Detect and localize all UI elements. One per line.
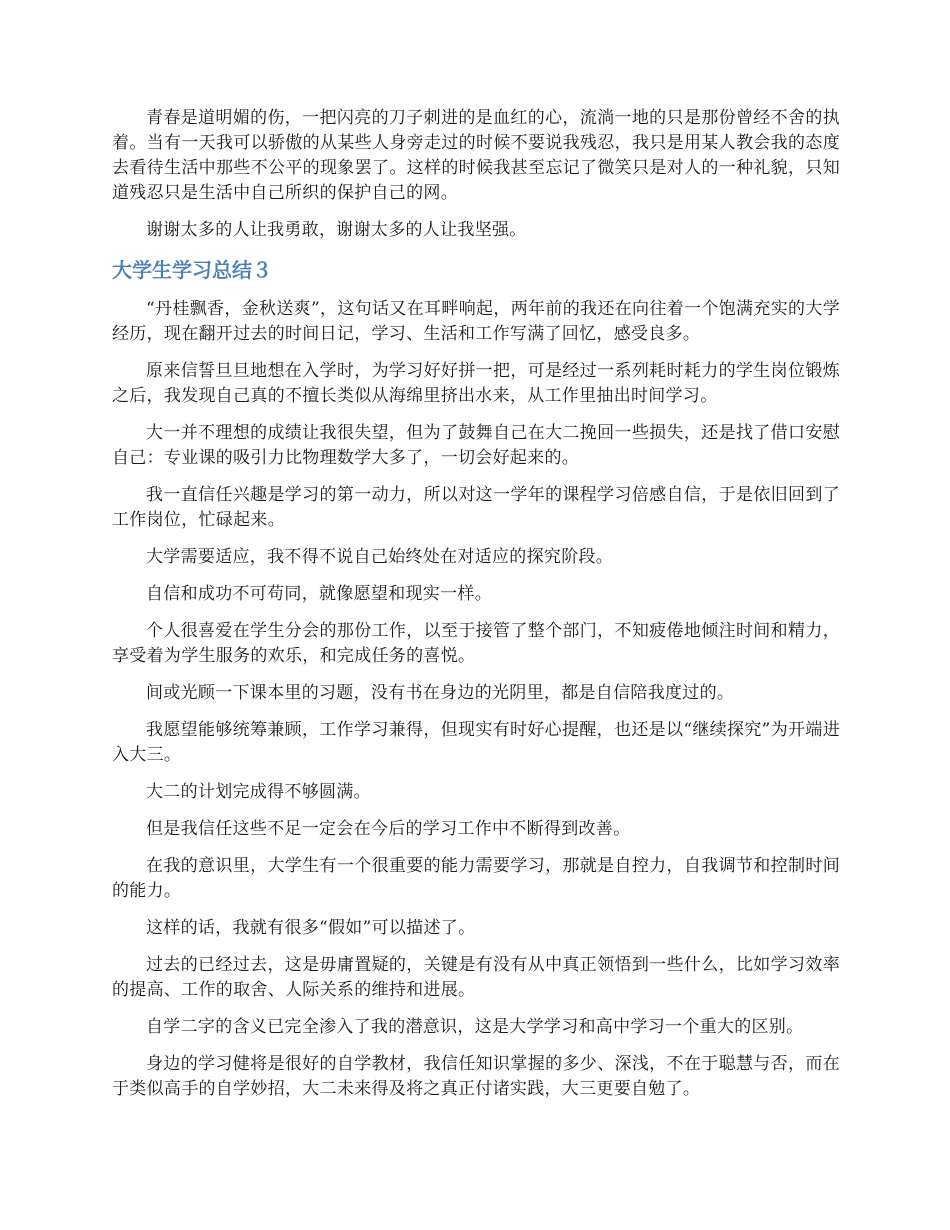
paragraph: 原来信誓旦旦地想在入学时，为学习好好拼一把，可是经过一系列耗时耗力的学生岗位锻炼之后，我发现自己真的不擅长类似从海绵里挤出水来，从工作里抽出时间学习。 — [112, 361, 840, 406]
paragraph: 个人很喜爱在学生分会的那份工作，以至于接管了整个部门，不知疲倦地倾注时间和精力，享受着为学生服务的欢乐，和完成任务的喜悦。 — [112, 621, 840, 666]
paragraph: 谢谢太多的人让我勇敢，谢谢太多的人让我坚强。 — [146, 220, 527, 240]
paragraph: 大学需要适应，我不得不说自己始终处在对适应的探究阶段。 — [146, 547, 614, 567]
section-heading: 大学生学习总结３ — [112, 258, 272, 282]
paragraph: 自信和成功不可苟同，就像愿望和现实一样。 — [146, 584, 492, 604]
document-page — [112, 106, 840, 1114]
paragraph: 间或光顾一下课本里的习题，没有书在身边的光阴里，都是自信陪我度过的。 — [146, 683, 735, 703]
paragraph: 这样的话，我就有很多“假如”可以描述了。 — [146, 918, 476, 938]
paragraph: 过去的已经过去，这是毋庸置疑的，关键是有没有从中真正领悟到一些什么，比如学习效率的提高、工作的取舍、人际关系的维持和进展。 — [112, 955, 840, 1000]
paragraph: 在我的意识里，大学生有一个很重要的能力需要学习，那就是自控力，自我调节和控制时间的能力。 — [112, 856, 840, 901]
paragraph: 但是我信任这些不足一定会在今后的学习工作中不断得到改善。 — [146, 819, 631, 839]
paragraph: 自学二字的含义已完全渗入了我的潜意识，这是大学学习和高中学习一个重大的区别。 — [146, 1017, 804, 1037]
paragraph: 我一直信任兴趣是学习的第一动力，所以对这一学年的课程学习倍感自信，于是依旧回到了工作岗位，忙碌起来。 — [112, 485, 840, 530]
paragraph: 青春是道明媚的伤，一把闪亮的刀子刺进的是血红的心，流淌一地的只是那份曾经不舍的执着。当有一天我可以骄傲的从某些人身旁走过的时候不要说我残忍，我只是用某人教会我的态度去看待生活中那些不公平的现象罢了。这样的时候我甚至忘记了微笑只是对人的一种礼貌，只知道残忍只是生活中自己所织的保护自己的网。 — [112, 108, 840, 203]
paragraph: 身边的学习健将是很好的自学教材，我信任知识掌握的多少、深浅，不在于聪慧与否，而在于类似高手的自学妙招，大二未来得及将之真正付诸实践，大三更要自勉了。 — [112, 1054, 840, 1099]
paragraph: “丹桂飘香，金秋送爽”，这句话又在耳畔响起，两年前的我还在向往着一个饱满充实的大学经历，现在翻开过去的时间日记，学习、生活和工作写满了回忆，感受良多。 — [112, 299, 840, 344]
paragraph: 大一并不理想的成绩让我很失望，但为了鼓舞自己在大二挽回一些损失，还是找了借口安慰自己：专业课的吸引力比物理数学大多了，一切会好起来的。 — [112, 423, 840, 468]
paragraph: 大二的计划完成得不够圆满。 — [146, 782, 371, 802]
paragraph: 我愿望能够统筹兼顾，工作学习兼得，但现实有时好心提醒，也还是以“继续探究”为开端进入大三。 — [112, 720, 840, 765]
